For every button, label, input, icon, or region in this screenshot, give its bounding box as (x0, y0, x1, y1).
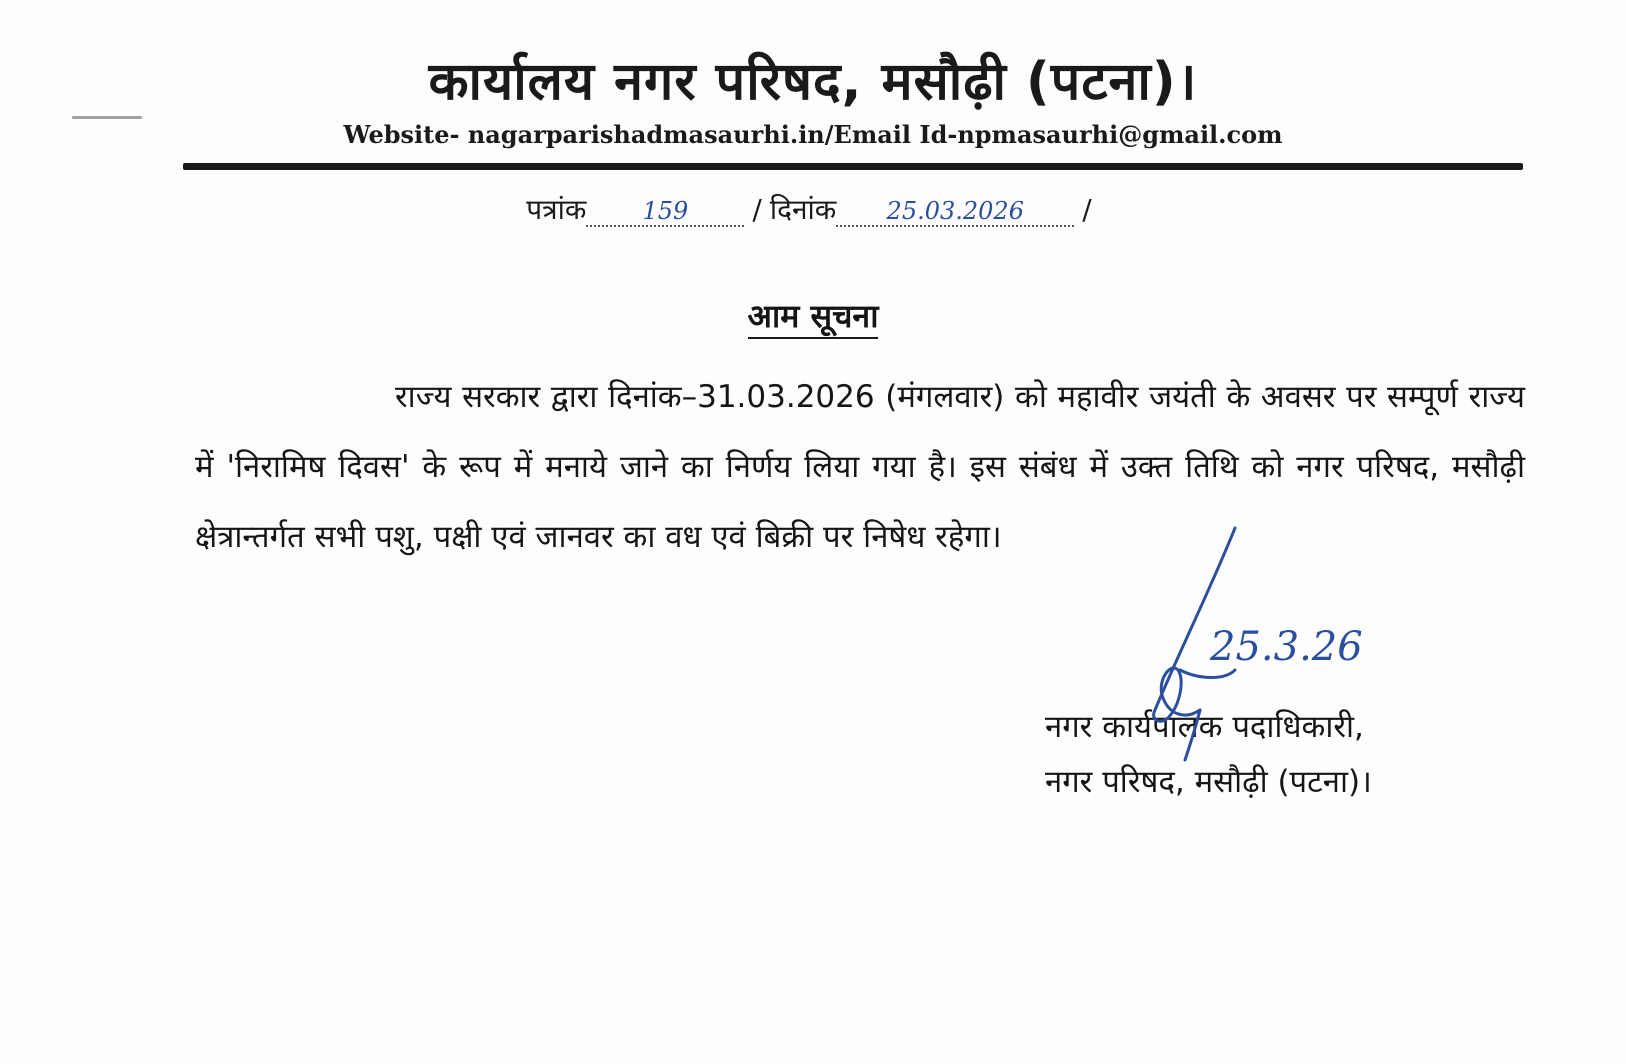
letter-no-label: पत्रांक (526, 193, 587, 226)
signature-date: 25.3.26 (1210, 624, 1363, 670)
contact-line: Website- nagarparishadmasaurhi.in/Email Id-npmasaurhi@gmail.com (343, 120, 1283, 149)
date-label: दिनांक (769, 193, 837, 226)
header-divider (183, 163, 1523, 170)
stray-pen-mark (72, 116, 142, 119)
signatory-designation: नगर कार्यपालक पदाधिकारी, (1045, 709, 1364, 745)
reference-line (0, 190, 1626, 228)
signatory-office: नगर परिषद, मसौढ़ी (पटना)। (1045, 764, 1372, 800)
signature-block (1045, 700, 1565, 810)
notice-body: राज्य सरकार द्वारा दिनांक–31.03.2026 (मंगलवार) को महावीर जयंती के अवसर पर सम्पूर्ण राज्य में 'निरामिष दिवस' के रूप में मनाये जाने का निर्णय लिया गया है। इस संबंध में उक्त तिथि को नगर परिषद, मसौढ़ी क्षेत्रान्तर्गत सभी पशु, पक्षी एवं जानवर का वध एवं बिक्री पर निषेध रहेगा। (195, 379, 1525, 555)
reference-separator: / (752, 193, 762, 226)
notice-heading-text: आम सूचना (748, 297, 879, 339)
notice-heading (0, 294, 1626, 337)
letter-no-value: 159 (586, 197, 744, 227)
reference-trailing-separator: / (1082, 193, 1092, 226)
date-value: 25.03.2026 (836, 197, 1074, 227)
office-title: कार्यालय नगर परिषद, मसौढ़ी (पटना)। (428, 52, 1198, 112)
